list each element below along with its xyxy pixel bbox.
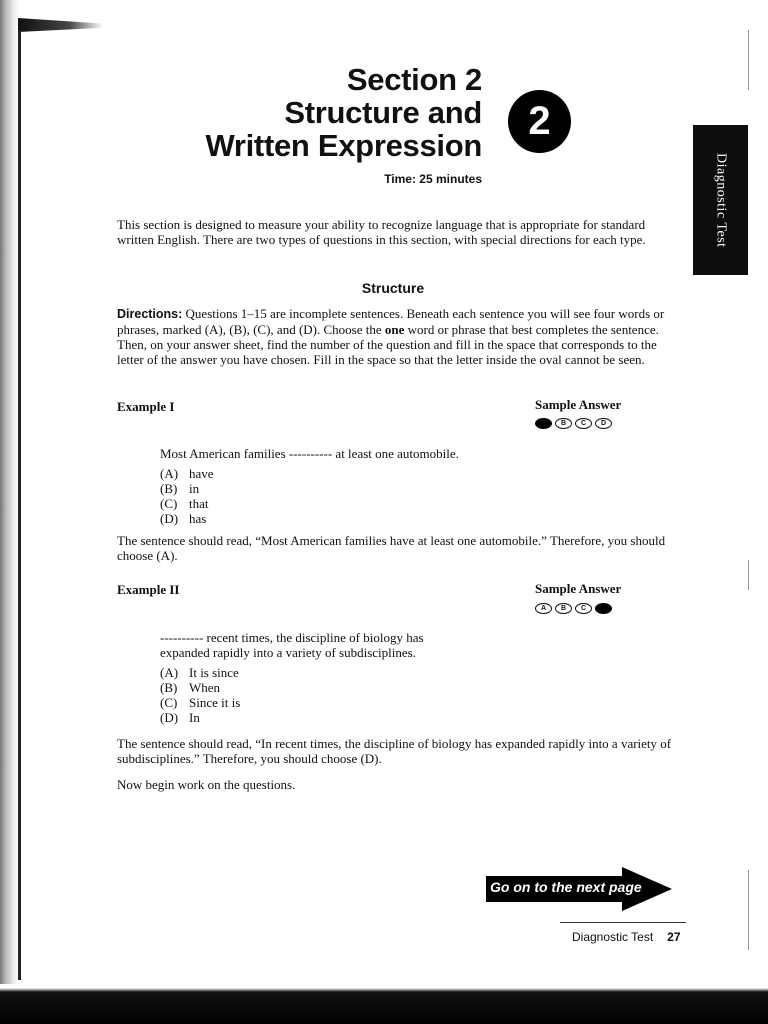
choice-text: In	[189, 710, 200, 725]
choice-item	[160, 710, 240, 725]
choice-text: Since it is	[189, 695, 241, 710]
choice-text: When	[189, 680, 221, 695]
scan-edge-left	[0, 0, 20, 1024]
example-2-question-line-1: ---------- recent times, the discipline of biology has	[160, 630, 424, 645]
example-2-label: Example II	[117, 582, 180, 597]
choice-letter: (D)	[160, 511, 179, 526]
answer-oval-filled: D	[595, 603, 612, 614]
directions-paragraph	[117, 306, 672, 367]
choice-letter: (A)	[160, 466, 179, 481]
directions-text-1: Questions 1–15 are incomplete sentences. Beneath each sentence you will see four words or phrases, marked (A), (B), (C), and (D). Choose the	[117, 306, 665, 337]
scan-mark-right	[748, 30, 749, 90]
side-tab	[693, 125, 748, 275]
choice-text: that	[189, 496, 209, 511]
choice-letter: (B)	[160, 680, 178, 695]
title-line-1: Section 2	[346, 62, 482, 97]
choice-letter: (C)	[160, 496, 178, 511]
example-1-answer-ovals	[535, 418, 612, 429]
section-number-badge: 2	[508, 90, 571, 153]
choice-item	[160, 466, 214, 481]
example-2-answer-ovals	[535, 603, 612, 614]
choice-item	[160, 665, 240, 680]
choice-letter: (D)	[160, 710, 179, 725]
example-2-explanation: The sentence should read, “In recent times, the discipline of biology has expanded rapidly into a variety of subdisciplines.” Therefore, you should choose (D).	[117, 736, 672, 766]
example-2-question-line-2: expanded rapidly into a variety of subdisciplines.	[160, 645, 416, 660]
section-header	[150, 63, 482, 186]
begin-instruction: Now begin work on the questions.	[117, 777, 296, 792]
example-1-choices	[160, 466, 214, 526]
scan-edge-bottom	[0, 984, 768, 1024]
page-footer	[572, 930, 681, 944]
example-1-label: Example I	[117, 399, 175, 414]
intro-paragraph: This section is designed to measure your ability to recognize language that is appropriate for standard written English. There are two types of questions in this section, with special directions for each type.	[117, 217, 646, 247]
answer-oval-filled: A	[535, 418, 552, 429]
answer-oval: C	[575, 603, 592, 614]
choice-item	[160, 481, 214, 496]
example-1-sample-label: Sample Answer	[535, 397, 622, 412]
example-2-choices	[160, 665, 240, 725]
answer-oval: A	[535, 603, 552, 614]
choice-item	[160, 511, 214, 526]
scan-mark-right	[748, 870, 749, 950]
answer-oval: C	[575, 418, 592, 429]
next-page-label: Go on to the next page	[490, 879, 642, 895]
directions-emphasis: one	[384, 322, 405, 337]
footer-rule	[560, 922, 686, 923]
title-line-2: Structure and	[284, 95, 482, 130]
choice-letter: (A)	[160, 665, 179, 680]
answer-oval: B	[555, 418, 572, 429]
answer-oval: B	[555, 603, 572, 614]
choice-text: It is since	[189, 665, 239, 680]
footer-label: Diagnostic Test	[572, 930, 654, 944]
choice-item	[160, 496, 214, 511]
choice-letter: (C)	[160, 695, 178, 710]
scan-mark-top-left	[18, 18, 103, 32]
side-tab-label: Diagnostic Test	[713, 152, 729, 248]
example-1-explanation: The sentence should read, “Most American families have at least one automobile.” Therefore, you should choose (A).	[117, 533, 666, 563]
directions-text-2: word or phrase that best completes the sentence. Then, on your answer sheet, find the number of the question and fill in the space that corresponds to the letter of the answer you have chosen. Fill in the space so that the letter inside the oval cannot be seen.	[117, 322, 659, 367]
example-2-question	[160, 630, 424, 660]
choice-text: have	[189, 466, 214, 481]
choice-item	[160, 680, 240, 695]
structure-heading: Structure	[361, 280, 425, 296]
choice-item	[160, 695, 240, 710]
next-page-arrow	[486, 867, 672, 916]
title-line-3: Written Expression	[205, 128, 482, 163]
example-2-sample-label: Sample Answer	[535, 581, 622, 596]
choice-text: in	[189, 481, 200, 496]
choice-letter: (B)	[160, 481, 178, 496]
example-1-question: Most American families ---------- at least one automobile.	[160, 446, 459, 461]
page-number: 27	[667, 930, 681, 944]
directions-label: Directions:	[117, 307, 183, 321]
scan-mark-right	[748, 560, 749, 590]
answer-oval: D	[595, 418, 612, 429]
page-edge-line	[18, 30, 21, 980]
choice-text: has	[189, 511, 207, 526]
time-limit: Time: 25 minutes	[384, 172, 482, 186]
